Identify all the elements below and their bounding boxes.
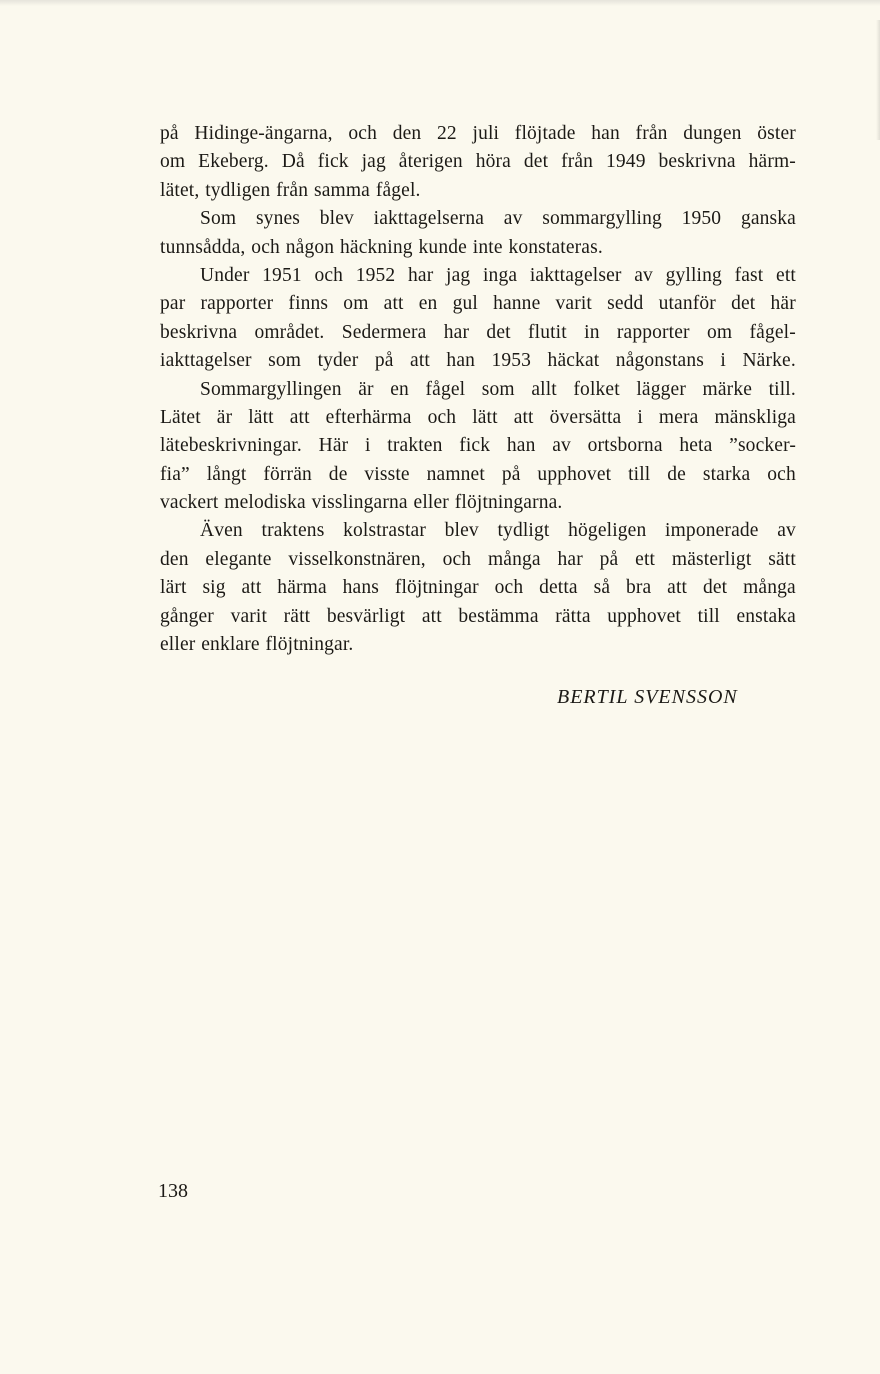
word: 1951 <box>262 264 302 286</box>
page-right-edge <box>876 20 880 140</box>
text-line <box>160 517 796 545</box>
word: lätet, <box>160 179 200 201</box>
word: juli <box>472 123 500 144</box>
word: långt <box>206 463 247 485</box>
word: jag <box>446 264 471 286</box>
text-line <box>160 177 796 205</box>
word: Sommargyllingen <box>200 378 342 400</box>
word: höra <box>475 151 511 173</box>
word: i <box>720 350 726 372</box>
word: 1949 <box>606 151 646 173</box>
word: öster <box>757 123 796 144</box>
word: blev <box>319 208 354 230</box>
word: och <box>427 406 457 428</box>
word: 1952 <box>355 264 396 286</box>
word: iakttagelser <box>160 350 252 372</box>
word: Närke. <box>742 350 796 372</box>
word: att <box>383 293 404 315</box>
word: förrän <box>263 463 312 485</box>
text-line <box>160 489 796 517</box>
word: tunnsådda, <box>160 236 246 258</box>
word: att <box>410 350 430 372</box>
word: elegante <box>205 548 272 570</box>
text-line <box>160 290 796 318</box>
word: många <box>743 577 796 599</box>
word: ortsborna <box>587 435 663 457</box>
word: sätt <box>768 548 796 570</box>
word: 1950 <box>681 208 722 230</box>
page-number: 138 <box>158 1180 188 1202</box>
word: gånger <box>160 605 214 627</box>
word: på <box>160 123 179 144</box>
word: flöjtningarna. <box>454 492 563 514</box>
word: blev <box>444 520 479 542</box>
word: hanne <box>493 293 541 315</box>
word: samma <box>313 179 370 201</box>
word: Hidinge-ängarna, <box>194 123 333 144</box>
word: om <box>343 293 369 315</box>
text-line <box>160 432 796 460</box>
word: i <box>637 406 643 428</box>
word: fick <box>317 151 349 173</box>
word: här <box>770 293 796 315</box>
word: han <box>591 123 620 144</box>
text-line <box>160 148 796 176</box>
text-line <box>160 347 796 375</box>
word: så <box>593 577 611 599</box>
word: imponerade <box>665 520 759 542</box>
word: det <box>523 151 549 173</box>
word: starka <box>702 463 751 485</box>
word: att <box>241 577 262 599</box>
word: det <box>702 577 728 599</box>
word: som <box>268 350 302 372</box>
word: vackert <box>160 492 219 514</box>
word: bestämma <box>458 605 539 627</box>
page-top-edge <box>0 0 880 6</box>
text-line <box>160 631 796 659</box>
word: översätta <box>549 406 622 428</box>
word: rapporter <box>616 321 690 343</box>
word: beskrivna <box>658 151 736 173</box>
word: från <box>635 123 668 144</box>
word: och <box>251 236 280 258</box>
word: och <box>494 577 524 599</box>
word: 1953 <box>491 350 532 372</box>
word: flöjtningar. <box>265 634 354 656</box>
word: melodiska <box>224 492 306 514</box>
word: på <box>599 548 619 570</box>
word: tydligen <box>205 179 271 201</box>
word: Då <box>281 151 305 173</box>
word: om <box>707 321 733 343</box>
word: härm- <box>748 151 796 173</box>
word: häckat <box>547 350 600 372</box>
word: många <box>487 548 541 570</box>
word: traktens <box>261 520 325 542</box>
word: Lätet <box>160 406 201 428</box>
word: till. <box>768 378 796 400</box>
word: flutit <box>528 321 567 343</box>
word: om <box>160 151 186 173</box>
word: Som <box>200 208 237 230</box>
word: som <box>481 378 515 400</box>
word: att <box>667 577 688 599</box>
word: mästerligt <box>671 548 752 570</box>
word: par <box>160 293 186 315</box>
word: in <box>584 321 600 343</box>
word: till <box>697 605 720 627</box>
word: i <box>365 435 371 457</box>
word: gul <box>452 293 478 315</box>
word: på <box>501 463 521 485</box>
word: någonstans <box>615 350 704 372</box>
word: märke <box>702 378 753 400</box>
word: på <box>374 350 394 372</box>
word: visste <box>364 463 410 485</box>
word: att <box>513 406 534 428</box>
word: har <box>443 321 470 343</box>
word: beskrivna <box>160 321 238 343</box>
word: återigen <box>398 151 463 173</box>
word: bra <box>625 577 652 599</box>
text-line <box>160 262 796 290</box>
word: rätt <box>283 605 311 627</box>
word: rätta <box>555 605 591 627</box>
word: enstaka <box>736 605 796 627</box>
word: de <box>667 463 686 485</box>
word: visselkonstnären, <box>288 548 426 570</box>
word: fast <box>734 264 764 286</box>
word: fia” <box>160 463 190 485</box>
word: upphovet <box>607 605 681 627</box>
word: tyder <box>317 350 359 372</box>
word: sedd <box>607 293 644 315</box>
word: av <box>552 435 571 457</box>
word: Även <box>200 520 243 542</box>
word: en <box>418 293 438 315</box>
text-line <box>160 404 796 432</box>
word: kolstrastar <box>343 520 426 542</box>
word: gylling <box>665 264 722 286</box>
word: tydligt <box>497 520 550 542</box>
word: en <box>390 378 409 400</box>
word: besvärligt <box>326 605 406 627</box>
word: allt <box>531 378 557 400</box>
word: är <box>358 378 374 400</box>
word: heta <box>679 435 713 457</box>
word: jag <box>361 151 386 173</box>
word: härma <box>277 577 327 599</box>
word: högeligen <box>568 520 647 542</box>
word: hans <box>342 577 379 599</box>
word: ”socker- <box>729 435 796 457</box>
word: synes <box>255 208 301 230</box>
word: den <box>160 548 189 570</box>
word: den <box>392 123 422 144</box>
word: kunde <box>418 236 467 258</box>
word: mänskliga <box>714 406 796 428</box>
word: han <box>446 350 476 372</box>
word: och <box>314 264 344 286</box>
word: det <box>731 293 756 315</box>
text-line <box>160 319 796 347</box>
word: konstateras. <box>508 236 603 258</box>
text-line <box>160 234 796 262</box>
word: och <box>767 463 796 485</box>
word: området. <box>254 321 325 343</box>
text-line <box>160 376 796 404</box>
word: ett <box>635 548 656 570</box>
word: Ekeberg. <box>198 151 269 173</box>
word: flöjtningar <box>394 577 479 599</box>
word: lätt <box>472 406 498 428</box>
word: ett <box>776 264 796 286</box>
word: iakttagelserna <box>373 208 485 230</box>
word: fågel <box>425 378 466 400</box>
word: fick <box>459 435 491 457</box>
word: lärt <box>160 577 187 599</box>
word: har <box>408 264 434 286</box>
word: dungen <box>683 123 742 144</box>
word: att <box>421 605 442 627</box>
word: trakten <box>387 435 443 457</box>
word: varit <box>230 605 268 627</box>
word: av <box>634 264 653 286</box>
word: fågel- <box>749 321 796 343</box>
word: han <box>506 435 536 457</box>
word: inga <box>482 264 518 286</box>
word: ganska <box>740 208 796 230</box>
word: flöjtade <box>514 123 576 144</box>
word: de <box>328 463 348 485</box>
word: Under <box>200 264 250 286</box>
text-line <box>160 461 796 489</box>
author-signature: BERTIL SVENSSON <box>557 686 738 708</box>
text-line <box>160 205 796 233</box>
word: är <box>216 406 233 428</box>
word: enklare <box>201 634 260 656</box>
text-line <box>160 574 796 602</box>
word: till <box>628 463 651 485</box>
word: det <box>486 321 511 343</box>
word: av <box>503 208 523 230</box>
text-line <box>160 603 796 631</box>
word: eller <box>413 492 449 514</box>
word: av <box>777 520 796 542</box>
word: inte <box>472 236 503 258</box>
text-line <box>160 546 796 574</box>
word: upphovet <box>537 463 612 485</box>
word: och <box>442 548 472 570</box>
word: efterhärma <box>325 406 412 428</box>
word: visslingarna <box>311 492 408 514</box>
word: någon <box>285 236 335 258</box>
word: utanför <box>658 293 716 315</box>
word: folket <box>573 378 620 400</box>
word: från <box>561 151 594 173</box>
word: sommargylling <box>542 208 662 230</box>
word: mera <box>658 406 699 428</box>
word: sig <box>202 577 226 599</box>
word: eller <box>160 634 196 656</box>
word: lägger <box>636 378 686 400</box>
word: Här <box>318 435 349 457</box>
word: iakttagelser <box>529 264 622 286</box>
word: har <box>557 548 583 570</box>
word: namnet <box>426 463 485 485</box>
body-text <box>160 120 796 659</box>
word: fågel. <box>375 179 421 201</box>
word: lätt <box>248 406 274 428</box>
word: detta <box>539 577 578 599</box>
word: finns <box>288 293 329 315</box>
word: att <box>289 406 310 428</box>
word: och <box>348 123 378 144</box>
word: lätebeskrivningar. <box>160 435 302 457</box>
word: Sedermera <box>341 321 427 343</box>
word: häckning <box>340 236 413 258</box>
word: 22 <box>437 123 457 144</box>
text-line <box>160 120 796 148</box>
word: rapporter <box>200 293 274 315</box>
word: varit <box>555 293 592 315</box>
word: från <box>276 179 309 201</box>
